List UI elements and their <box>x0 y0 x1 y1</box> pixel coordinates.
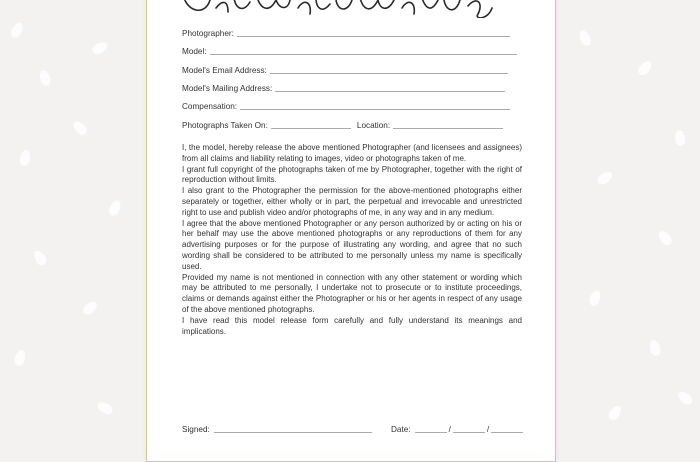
model-line[interactable] <box>210 54 517 55</box>
date-field[interactable] <box>391 425 523 434</box>
date-year-line[interactable] <box>491 432 523 433</box>
leaf-decoration <box>91 40 110 57</box>
leaf-decoration <box>606 404 623 423</box>
leaf-decoration <box>32 249 49 268</box>
signed-field[interactable] <box>182 425 372 434</box>
paragraph: I also grant to the Photographer the permission for the above-mentioned photographs either separately or together, either wholly or in part, the perpetual and irrevocable and unrestricted right to use and publish video and/or photographs of me, in any way and in any medium. <box>182 186 522 217</box>
paragraph: I agree that the above mentioned Photographer or any person authorized by or acting on his or her behalf may use the above mentioned photographs or any reproductions of them for any advertising purposes or for the purpose of illustrating any wording, and agree that no such wording shall be considered to be attributed to me personally unless my name is specifically used. <box>182 218 522 271</box>
leaf-decoration <box>676 389 695 407</box>
leaf-decoration <box>13 349 27 367</box>
compensation-label: Compensation: <box>182 102 238 111</box>
leaf-decoration <box>674 129 687 146</box>
leaf-decoration <box>107 199 123 218</box>
signed-label: Signed: <box>182 425 210 434</box>
leaf-decoration <box>19 149 32 166</box>
leaf-decoration <box>588 289 603 307</box>
leaf-decoration <box>596 169 615 186</box>
leaf-decoration <box>81 299 100 317</box>
location-label: Location: <box>356 121 391 130</box>
mailing-line[interactable] <box>275 91 505 92</box>
leaf-decoration <box>636 59 654 78</box>
paragraph: I have read this model release form carefully and fully understand its meanings and implications. <box>182 315 522 336</box>
signed-line[interactable] <box>214 432 372 433</box>
email-line[interactable] <box>270 73 508 74</box>
paragraph: I grant full copyright of the photographs taken of me by Photographer, together with the right of reproduction without limits. <box>182 164 522 185</box>
taken-on-line[interactable] <box>271 128 351 129</box>
taken-on-label: Photographs Taken On: <box>182 121 268 130</box>
model-field[interactable] <box>182 47 517 56</box>
date-day-line[interactable] <box>453 432 485 433</box>
leaf-decoration <box>38 69 53 87</box>
email-field[interactable] <box>182 66 508 75</box>
paragraph: Provided my name is not mentioned in connection with any other statement or wording which may be attributed to me personally, I undertake not to prosecute or to institute proceedings, claims or demands against either the Photographer or his or her agents in respect of any usage of the above mentioned photographs. <box>182 272 522 314</box>
email-label: Model's Email Address: <box>182 66 267 75</box>
photographer-label: Photographer: <box>182 29 234 38</box>
leaf-decoration <box>648 339 662 357</box>
leaf-decoration <box>577 29 593 48</box>
compensation-field[interactable] <box>182 102 510 111</box>
mailing-label: Model's Mailing Address: <box>182 84 273 93</box>
leaf-decoration <box>9 21 26 40</box>
leaf-decoration <box>656 229 674 248</box>
script-title-decoration <box>176 0 516 18</box>
leaf-decoration <box>96 400 115 417</box>
location-line[interactable] <box>393 128 503 129</box>
compensation-line[interactable] <box>240 109 510 110</box>
mailing-field[interactable] <box>182 84 505 93</box>
photographer-field[interactable] <box>182 29 510 38</box>
leaf-decoration <box>71 119 89 137</box>
model-label: Model: <box>182 47 207 56</box>
release-text <box>182 143 522 337</box>
photographer-line[interactable] <box>237 36 510 37</box>
date-label: Date: <box>391 425 411 434</box>
taken-on-field[interactable] <box>182 121 503 130</box>
date-separator: / <box>448 425 451 434</box>
date-month-line[interactable] <box>415 432 447 433</box>
date-separator: / <box>486 425 490 434</box>
paragraph: I, the model, hereby release the above mentioned Photographer (and licensees and assignees) from all claims and liability relating to images, video or photographs taken of me. <box>182 143 522 163</box>
